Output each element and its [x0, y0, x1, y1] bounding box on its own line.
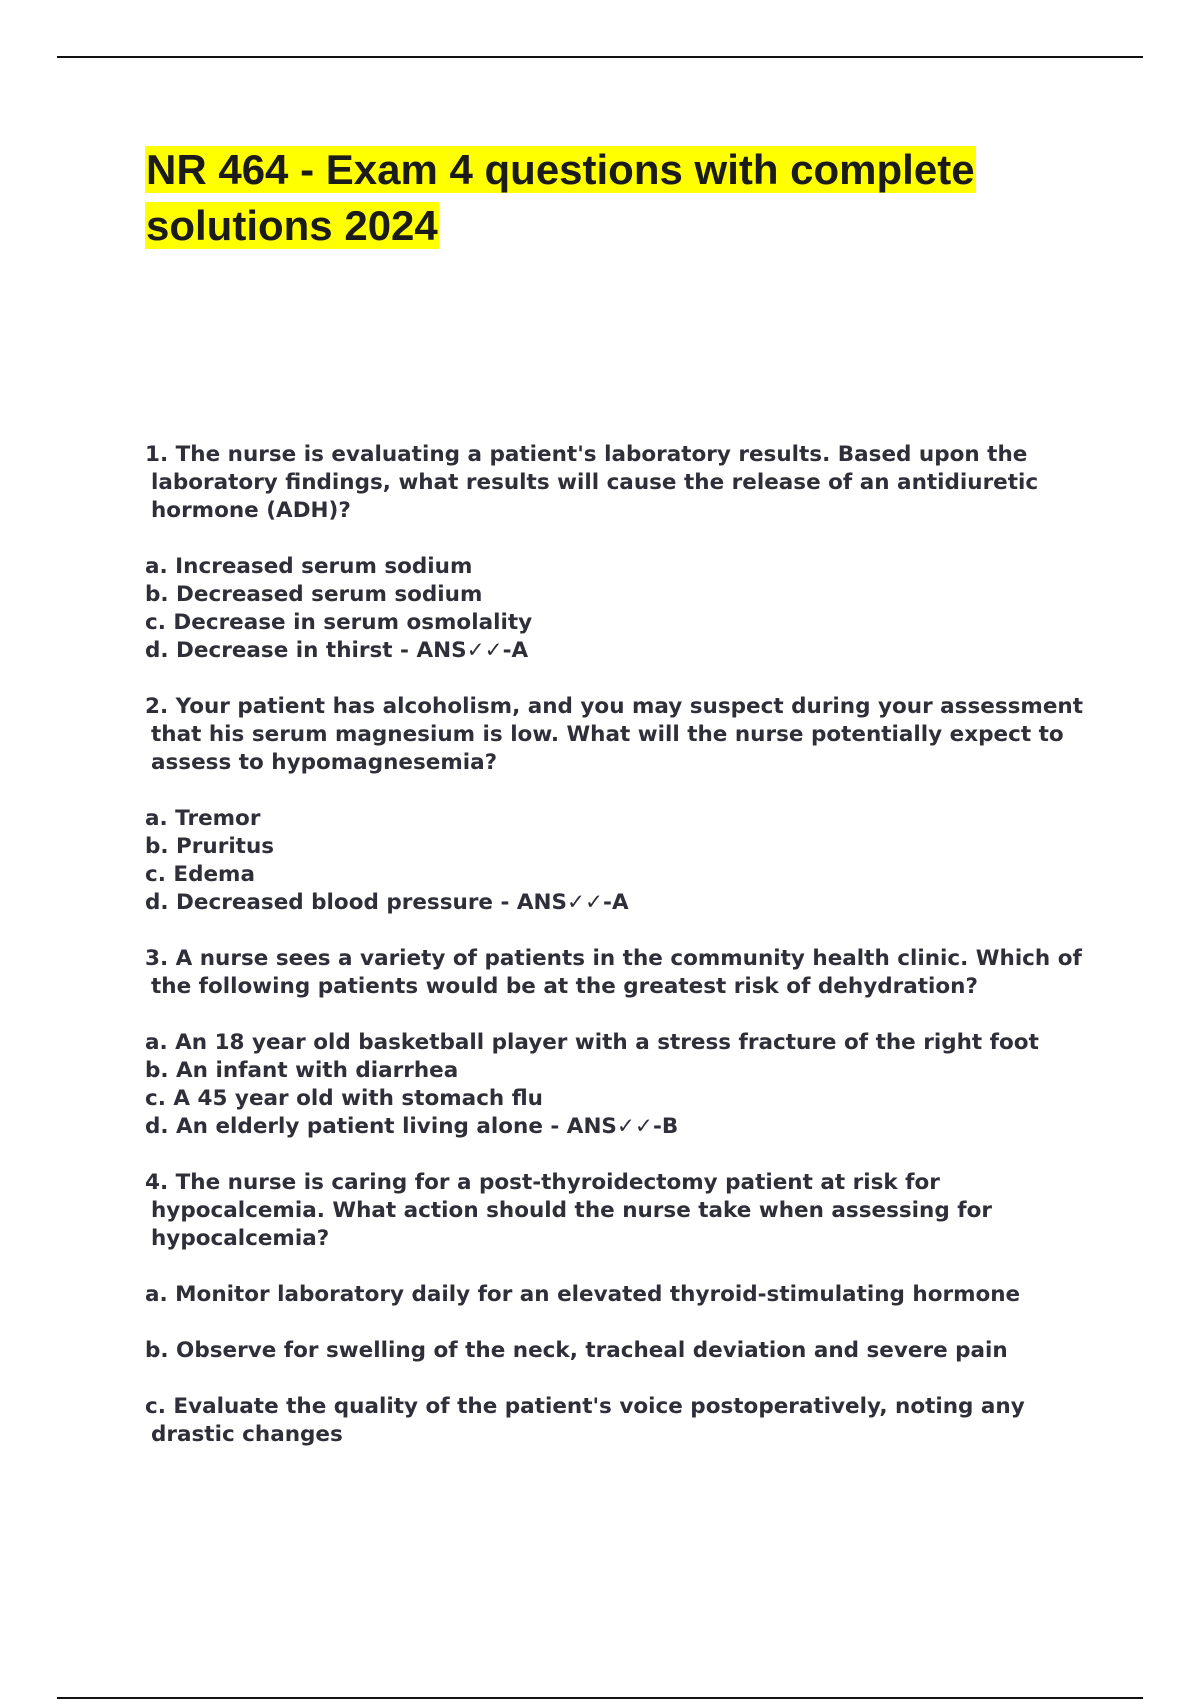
- option-a: a. Monitor laboratory daily for an elevated thyroid-stimulating hormone: [145, 1282, 1021, 1307]
- question-list: [145, 441, 1105, 1477]
- option-d-answer: d. Decrease in thirst - ANS✓✓-A: [145, 638, 529, 663]
- question-text: 1. The nurse is evaluating a patient's laboratory results. Based upon the laboratory findings, what results will cause the release of an antidiuretic hormone (ADH)?: [145, 442, 1039, 523]
- top-divider: [57, 56, 1143, 58]
- option-c: c. Edema: [145, 862, 255, 887]
- question-text: 4. The nurse is caring for a post-thyroidectomy patient at risk for hypocalcemia. What action should the nurse take when assessing for hypocalcemia?: [145, 1170, 992, 1251]
- answer-options: [145, 1029, 1105, 1141]
- answer-options: [145, 553, 1105, 665]
- title-highlight: NR 464 - Exam 4 questions with complete solutions 2024: [146, 146, 975, 249]
- option-b: b. An infant with diarrhea: [145, 1058, 459, 1083]
- question-text: 3. A nurse sees a variety of patients in the community health clinic. Which of the following patients would be at the greatest risk of dehydration?: [145, 946, 1082, 999]
- option-b: b. Pruritus: [145, 834, 275, 859]
- document-title: [145, 142, 1105, 254]
- option-b: b. Observe for swelling of the neck, tracheal deviation and severe pain: [145, 1338, 1008, 1363]
- option-d-answer: d. An elderly patient living alone - ANS✓✓-B: [145, 1114, 679, 1139]
- option-c: c. Decrease in serum osmolality: [145, 610, 533, 635]
- option-c: c. A 45 year old with stomach flu: [145, 1086, 543, 1111]
- question-1: [145, 441, 1105, 665]
- question-3: [145, 945, 1105, 1141]
- bottom-divider: [57, 1697, 1143, 1699]
- question-4: [145, 1169, 1105, 1449]
- option-a: a. Increased serum sodium: [145, 554, 473, 579]
- answer-options: [145, 1281, 1105, 1449]
- option-c: c. Evaluate the quality of the patient's voice postoperatively, noting any drastic changes: [145, 1394, 1025, 1447]
- option-a: a. An 18 year old basketball player with a stress fracture of the right foot: [145, 1030, 1039, 1055]
- question-2: [145, 693, 1105, 917]
- option-b: b. Decreased serum sodium: [145, 582, 483, 607]
- answer-options: [145, 805, 1105, 917]
- option-a: a. Tremor: [145, 806, 261, 831]
- question-text: 2. Your patient has alcoholism, and you may suspect during your assessment that his serum magnesium is low. What will the nurse potentially expect to assess to hypomagnesemia?: [145, 694, 1084, 775]
- option-d-answer: d. Decreased blood pressure - ANS✓✓-A: [145, 890, 629, 915]
